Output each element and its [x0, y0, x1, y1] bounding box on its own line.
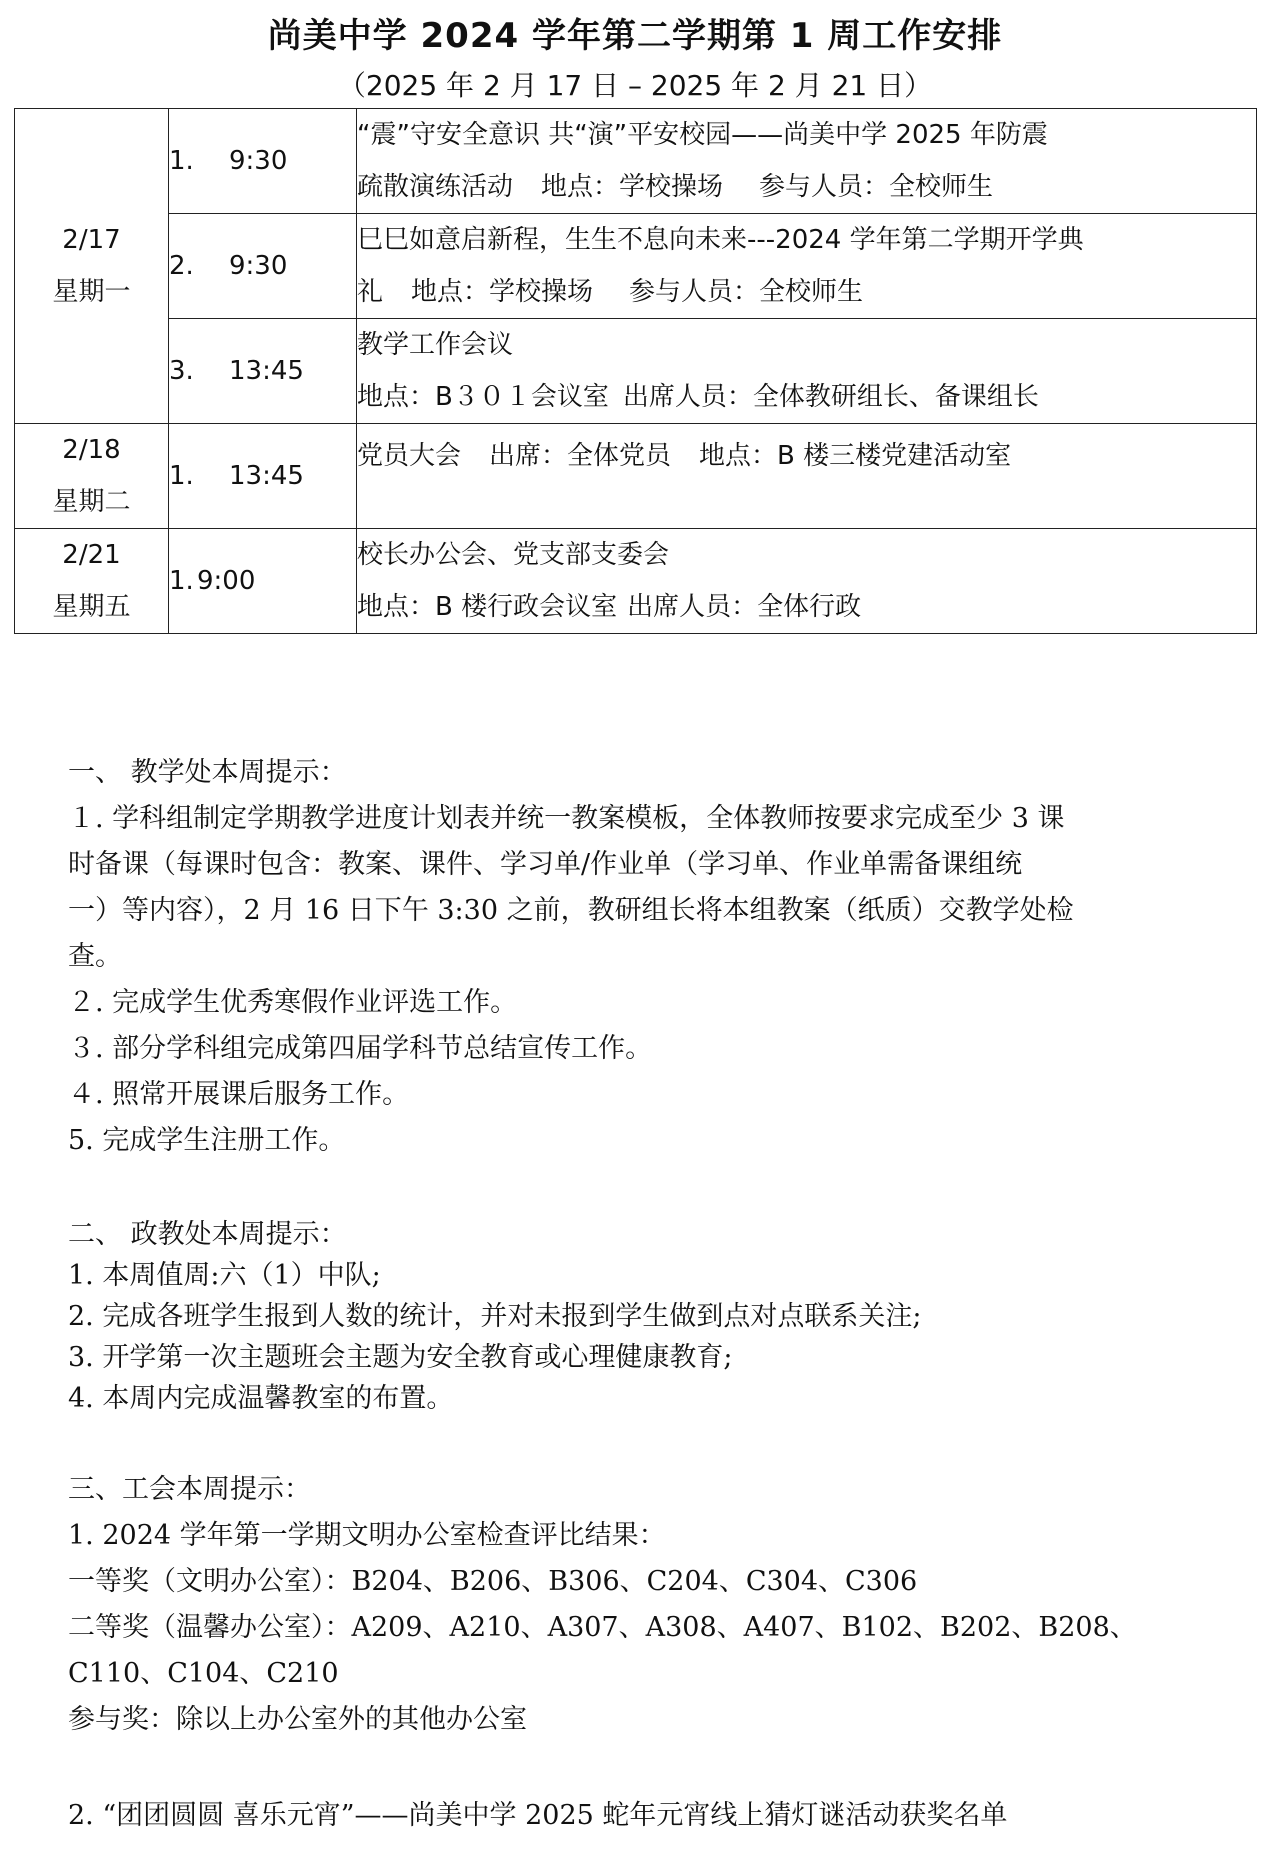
award-first-prize: 一等奖（文明办公室）：B204、B206、B306、C204、C304、C306	[68, 1566, 918, 1597]
award-participation: 参与奖：除以上办公室外的其他办公室	[68, 1704, 527, 1735]
event-cell	[357, 529, 1257, 634]
political-notes	[68, 1214, 1238, 1419]
event-location: 地点：学校操场	[541, 172, 724, 202]
list-item: ３. 部分学科组完成第四届学科节总结宣传工作。	[68, 1033, 653, 1064]
date-range: （2025 年 2 月 17 日 – 2025 年 2 月 21 日）	[337, 69, 933, 102]
list-item: 2. 完成各班学生报到人数的统计，并对未报到学生做到点对点联系关注;	[68, 1301, 922, 1332]
time-cell	[169, 529, 357, 634]
notes-section	[68, 750, 1238, 1839]
award-second-prize: 二等奖（温馨办公室）：A209、A210、A307、A308、A407、B102、B202、B208、	[68, 1612, 1137, 1643]
time-cell	[169, 214, 357, 319]
list-item: ４. 照常开展课后服务工作。	[68, 1079, 410, 1110]
event-title-end: 疏散演练活动	[357, 172, 514, 202]
award-second-prize-cont: C110、C104、C210	[68, 1658, 339, 1689]
day-date: 2/17	[62, 225, 121, 255]
table-row	[15, 529, 1257, 634]
list-item: 1. 2024 学年第一学期文明办公室检查评比结果：	[68, 1520, 666, 1551]
list-item: 查。	[68, 941, 122, 972]
event-attendees: 出席：全体党员	[489, 441, 672, 471]
section-heading: 二、 政教处本周提示：	[68, 1219, 347, 1250]
event-cell	[357, 319, 1257, 424]
day-cell-tuesday	[15, 424, 169, 529]
section-heading: 三、工会本周提示：	[68, 1474, 311, 1505]
event-time: 9:00	[197, 566, 256, 596]
day-date: 2/21	[62, 540, 121, 570]
time-cell	[169, 109, 357, 214]
union-notes	[68, 1467, 1238, 1839]
event-title-end: 礼	[357, 277, 384, 307]
event-location: 地点：B３０１会议室	[357, 382, 609, 412]
event-location: 地点：B 楼三楼党建活动室	[699, 441, 1012, 471]
list-item: １. 学科组制定学期教学进度计划表并统一教案模板，全体教师按要求完成至少 3 课	[68, 803, 1065, 834]
event-number: 3.	[169, 356, 194, 386]
event-number: 2.	[169, 251, 194, 281]
day-date: 2/18	[62, 435, 121, 465]
day-cell-friday	[15, 529, 169, 634]
time-cell	[169, 319, 357, 424]
event-title: “震”守安全意识 共“演”平安校园——尚美中学 2025 年防震	[357, 120, 1048, 150]
event-cell	[357, 109, 1257, 214]
event-title: 党员大会	[357, 441, 462, 471]
list-item: 4. 本周内完成温馨教室的布置。	[68, 1383, 454, 1414]
event-time: 13:45	[229, 461, 304, 491]
list-item: 3. 开学第一次主题班会主题为安全教育或心理健康教育;	[68, 1342, 733, 1373]
event-title: 巳巳如意启新程，生生不息向未来---2024 学年第二学期开学典	[357, 225, 1084, 255]
event-time: 9:30	[229, 251, 288, 281]
day-weekday: 星期一	[52, 277, 131, 307]
event-time: 13:45	[229, 356, 304, 386]
event-location: 地点：学校操场	[411, 277, 594, 307]
event-title: 校长办公会、党支部支委会	[357, 540, 670, 570]
list-item: 时备课（每课时包含：教案、课件、学习单/作业单（学习单、作业单需备课组统	[68, 849, 1023, 880]
day-cell-monday	[15, 109, 169, 424]
schedule-table	[14, 108, 1257, 634]
list-item: 2. “团团圆圆 喜乐元宵”——尚美中学 2025 蛇年元宵线上猜灯谜活动获奖名单	[68, 1800, 1008, 1831]
day-weekday: 星期二	[52, 487, 131, 517]
event-attendees: 参与人员：全校师生	[759, 172, 994, 202]
event-attendees: 出席人员：全体行政	[627, 592, 862, 622]
table-row	[15, 319, 1257, 424]
event-attendees: 参与人员：全校师生	[629, 277, 864, 307]
event-attendees: 出席人员：全体教研组长、备课组长	[622, 382, 1039, 412]
list-item: 5. 完成学生注册工作。	[68, 1125, 346, 1156]
list-item: 一）等内容），2 月 16 日下午 3:30 之前，教研组长将本组教案（纸质）交教学处检	[68, 895, 1074, 926]
table-row	[15, 109, 1257, 214]
event-cell	[357, 424, 1257, 529]
day-weekday: 星期五	[52, 592, 131, 622]
time-cell	[169, 424, 357, 529]
table-row	[15, 214, 1257, 319]
event-cell	[357, 214, 1257, 319]
event-number: 1.	[169, 146, 194, 176]
event-number: 1.	[169, 566, 194, 596]
list-item: 1. 本周值周:六（1）中队;	[68, 1260, 381, 1291]
event-number: 1.	[169, 461, 194, 491]
section-heading: 一、 教学处本周提示：	[68, 757, 347, 788]
table-row	[15, 424, 1257, 529]
event-time: 9:30	[229, 146, 288, 176]
list-item: ２. 完成学生优秀寒假作业评选工作。	[68, 987, 518, 1018]
event-location: 地点：B 楼行政会议室	[357, 592, 618, 622]
page-title: 尚美中学 2024 学年第二学期第 1 周工作安排	[267, 16, 1003, 56]
event-title: 教学工作会议	[357, 330, 514, 360]
teaching-notes	[68, 750, 1238, 1164]
